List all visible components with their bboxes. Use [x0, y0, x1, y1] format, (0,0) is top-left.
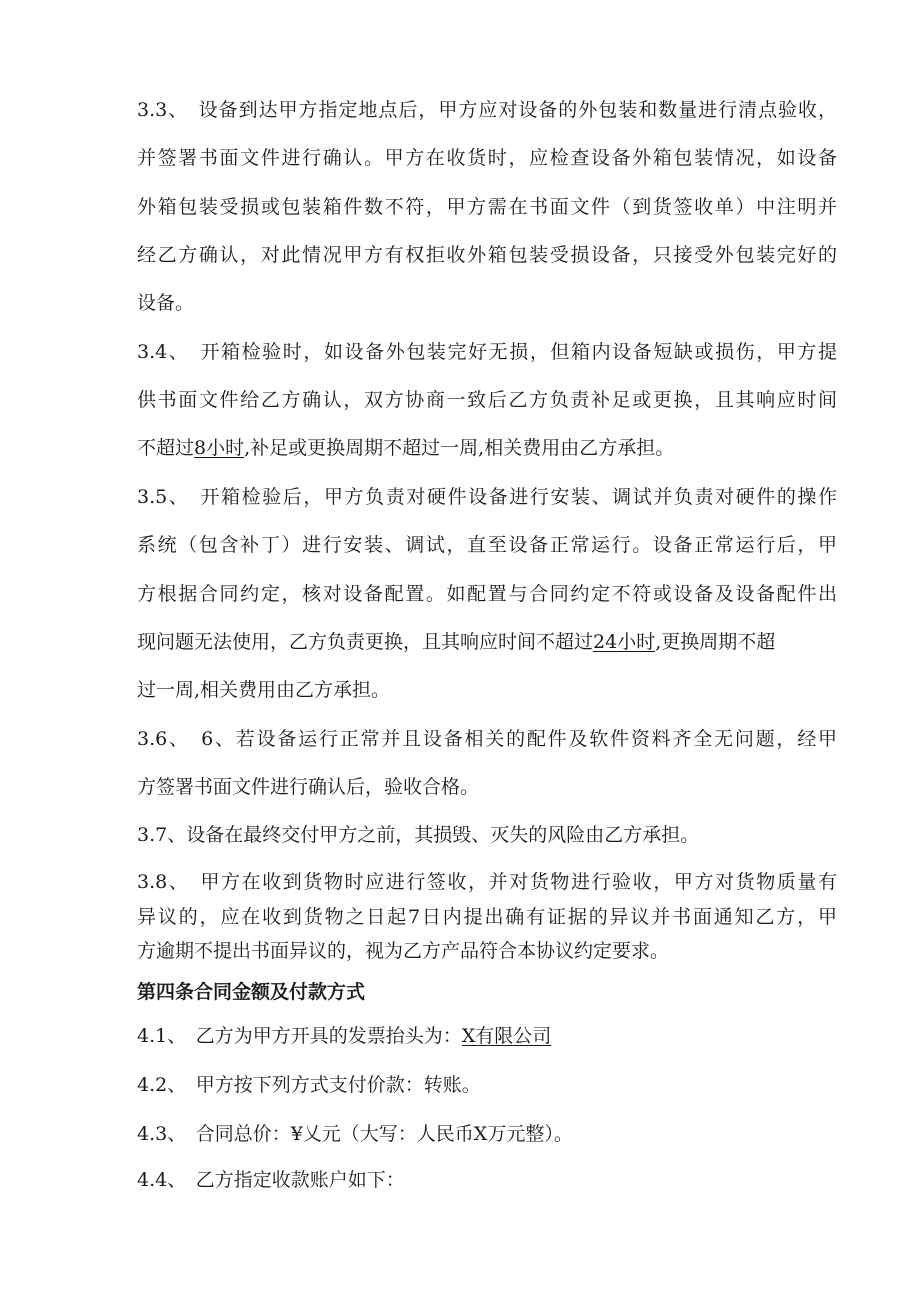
text-segment: ,更换周期不超	[655, 631, 776, 653]
text-segment: 现问题无法使用，乙方负责更换，且其响应时间不超过	[137, 631, 594, 653]
clause-3-3-line-5: 设备。	[137, 292, 195, 314]
text-segment: 不超过	[137, 437, 195, 459]
clause-3-3-line-3: 外箱包装受损或包装箱件数不符，甲方需在书面文件（到货签收单）中注明并	[137, 196, 837, 218]
clause-4-3: 4.3、 合同总价：¥乂元（大写：人民币X万元整）。	[137, 1123, 573, 1145]
text-segment: 4.1、 乙方为甲方开具的发票抬头为：	[137, 1025, 462, 1047]
clause-3-5-line-3: 方根据合同约定，核对设备配置。如配置与合同约定不符或设备及设备配件出	[137, 583, 837, 605]
clause-4-4: 4.4、 乙方指定收款账户如下：	[137, 1169, 405, 1191]
clause-3-4-line-1: 3.4、 开箱检验时，如设备外包装完好无损，但箱内设备短缺或损伤，甲方提	[137, 341, 837, 363]
clause-3-8-line-2: 异议的，应在收到货物之日起7日内提出确有证据的异议并书面通知乙方，甲	[137, 906, 837, 928]
clause-3-5-line-1: 3.5、 开箱检验后，甲方负责对硬件设备进行安装、调试并负责对硬件的操作	[137, 486, 837, 508]
response-time-24h: 24小时	[593, 631, 656, 653]
clause-3-6-line-2: 方签署书面文件进行确认后，验收合格。	[137, 776, 480, 798]
clause-3-3-line-4: 经乙方确认，对此情况甲方有权拒收外箱包装受损设备，只接受外包装完好的	[137, 244, 837, 266]
clause-3-4-line-2: 供书面文件给乙方确认，双方协商一致后乙方负责补足或更换，且其响应时间	[137, 389, 837, 411]
clause-3-4-line-3	[137, 434, 837, 462]
clause-3-8-line-1: 3.8、 甲方在收到货物时应进行签收，并对货物进行验收，甲方对货物质量有	[137, 871, 837, 893]
clause-3-6-line-1: 3.6、 6、若设备运行正常并且设备相关的配件及软件资料齐全无问题，经甲	[137, 728, 837, 750]
section-4-heading: 第四条合同金额及付款方式	[137, 981, 366, 1003]
clause-3-3-line-1: 3.3、 设备到达甲方指定地点后，甲方应对设备的外包装和数量进行清点验收，	[137, 99, 837, 121]
text-segment: ,补足或更换周期不超过一周,相关费用由乙方承担。	[244, 437, 675, 459]
clause-4-1	[137, 1022, 837, 1050]
clause-3-5-line-5: 过一周,相关费用由乙方承担。	[137, 679, 391, 701]
clause-4-2: 4.2、 甲方按下列方式支付价款：转账。	[137, 1074, 481, 1096]
clause-3-5-line-2: 系统（包含补丁）进行安装、调试，直至设备正常运行。设备正常运行后，甲	[137, 534, 837, 556]
response-time-8h: 8小时	[194, 437, 245, 459]
clause-3-5-line-4	[137, 628, 837, 656]
clause-3-8-line-3: 方逾期不提出书面异议的，视为乙方产品符合本协议约定要求。	[137, 940, 670, 962]
invoice-title: X有限公司	[461, 1025, 552, 1047]
clause-3-3-line-2: 并签署书面文件进行确认。甲方在收货时，应检查设备外箱包装情况，如设备	[137, 147, 837, 169]
clause-3-7: 3.7、设备在最终交付甲方之前，其损毁、灭失的风险由乙方承担。	[137, 824, 700, 846]
